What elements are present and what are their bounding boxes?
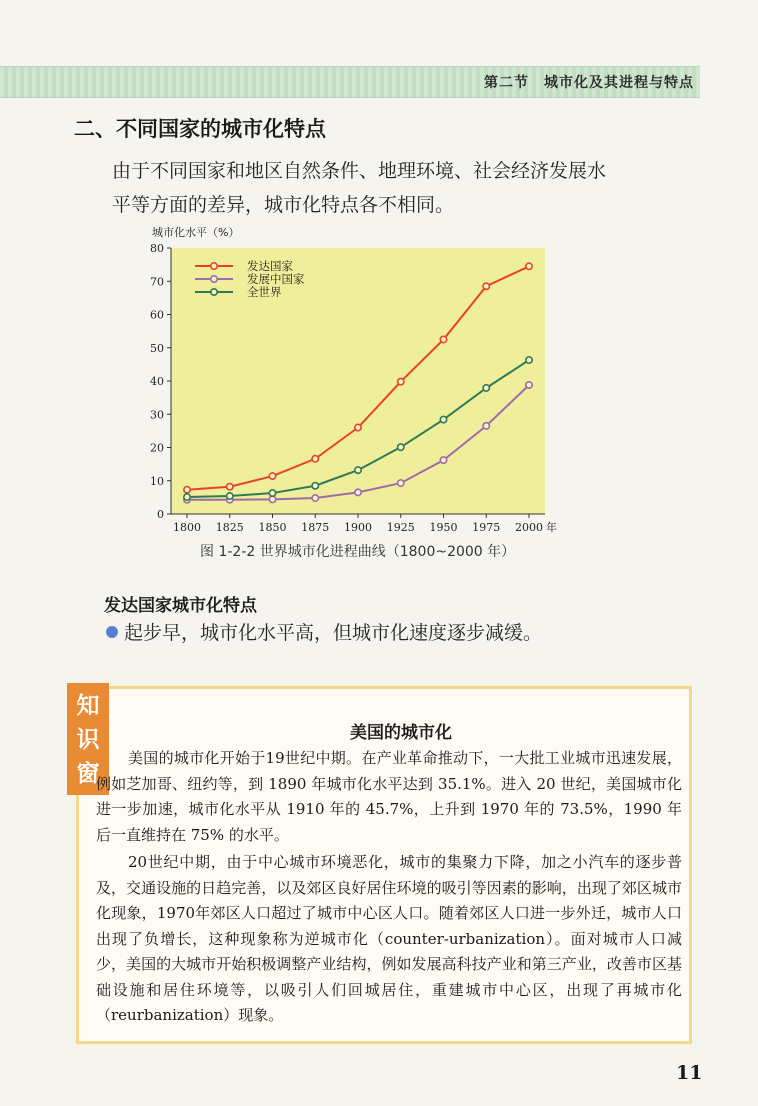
y-tick-labels [150,242,164,521]
knowledge-box-title: 美国的城市化 [350,723,452,743]
data-point [398,480,404,486]
x-tick-label: 1975 [472,521,501,534]
x-tick-labels [173,521,543,534]
tab-char-3: 窗 [76,761,100,787]
data-point [227,493,233,499]
data-point [355,489,361,495]
data-point [269,496,275,502]
data-point [184,494,190,500]
data-point [440,416,446,422]
data-point [269,473,275,479]
bullet-dot-icon [106,626,118,638]
data-point [184,487,190,493]
legend-label: 发展中国家 [247,272,305,286]
urbanization-line-chart [140,222,580,540]
y-tick-label: 60 [150,308,164,322]
data-point [355,424,361,430]
legend-swatch-marker [211,276,217,282]
data-point [440,336,446,342]
tab-char-2: 识 [76,727,100,753]
x-axis-label: 年 [546,521,557,534]
page-number: 11 [676,1062,703,1084]
data-point [483,423,489,429]
legend-label: 发达国家 [247,259,293,273]
legend-label: 全世界 [247,285,282,299]
figure-caption: 图 1-2-2 世界城市化进程曲线（1800~2000 年） [200,544,516,560]
data-point [227,484,233,490]
data-point [398,378,404,384]
feature-bullet [106,618,542,648]
section-title: 二、不同国家的城市化特点 [74,117,326,141]
y-axis-label: 城市化水平（%） [152,226,240,239]
data-point [483,385,489,391]
y-tick-label: 10 [150,474,164,488]
data-point [526,263,532,269]
x-tick-label: 1875 [301,521,330,534]
features-heading: 发达国家城市化特点 [104,596,257,616]
data-point [312,456,318,462]
data-point [269,490,275,496]
y-tick-label: 70 [150,275,164,289]
data-point [483,283,489,289]
data-point [312,483,318,489]
data-point [355,467,361,473]
x-tick-label: 1925 [386,521,415,534]
knowledge-paragraph-1 [96,746,682,848]
intro-text: 由于不同国家和地区自然条件、地理环境、社会经济发展水平等方面的差异，城市化特点各不相同。 [112,160,607,216]
legend-swatch-marker [211,263,217,269]
chapter-header: 第二节 城市化及其进程与特点 [484,75,694,91]
y-tick-label: 40 [150,375,164,388]
data-point [526,357,532,363]
data-point [440,457,446,463]
y-tick-label: 80 [150,242,164,255]
data-point [312,495,318,501]
x-tick-label: 1950 [429,521,458,534]
y-tick-label: 0 [157,508,164,521]
data-point [526,382,532,388]
x-tick-label: 1850 [258,521,287,534]
y-tick-label: 20 [150,441,164,455]
x-tick-label: 1800 [173,521,201,534]
y-tick-label: 50 [150,341,164,355]
x-tick-label: 1900 [344,521,372,534]
legend-swatch-marker [211,289,217,295]
knowledge-paragraph-2 [96,850,682,1029]
feature-bullet-text: 起步早，城市化水平高，但城市化速度逐步减缓。 [124,622,543,644]
x-tick-label: 1825 [215,521,244,534]
paragraph-2-text: 20世纪中期，由于中心城市环境恶化，城市的集聚力下降，加之小汽车的逐步普及，交通设施的日趋完善，以及郊区良好居住环境的吸引等因素的影响，出现了郊区城市化现象，1970年郊区人口超过了城市中心区人口。随着郊区人口进一步外迁，城市人口出现了负增长，这种现象称为逆城市化（counter-urbanization）。面对城市人口减少，美国的大城市开始积极调整产业结构，例如发展高科技产业和第三产业，改善市区基础设施和居住环境等，以吸引人们回城居住，重建城市中心区，出现了再城市化（reurbanization）现象。 [96,853,682,1024]
y-tick-label: 30 [150,408,164,422]
intro-paragraph [74,154,614,222]
data-point [398,444,404,450]
x-tick-label: 2000 [515,521,543,534]
paragraph-1-text: 美国的城市化开始于19世纪中期。在产业革命推动下，一大批工业城市迅速发展，例如芝加哥、纽约等，到 1890 年城市化水平达到 35.1%。进入 20 世纪，美国城市化进一步加速，城市化水平从 1910 年的 45.7%，上升到 1970 年的 73.5%，1990 年后一直维持在 75% 的水平。 [96,749,682,844]
tab-char-1: 知 [76,693,100,719]
